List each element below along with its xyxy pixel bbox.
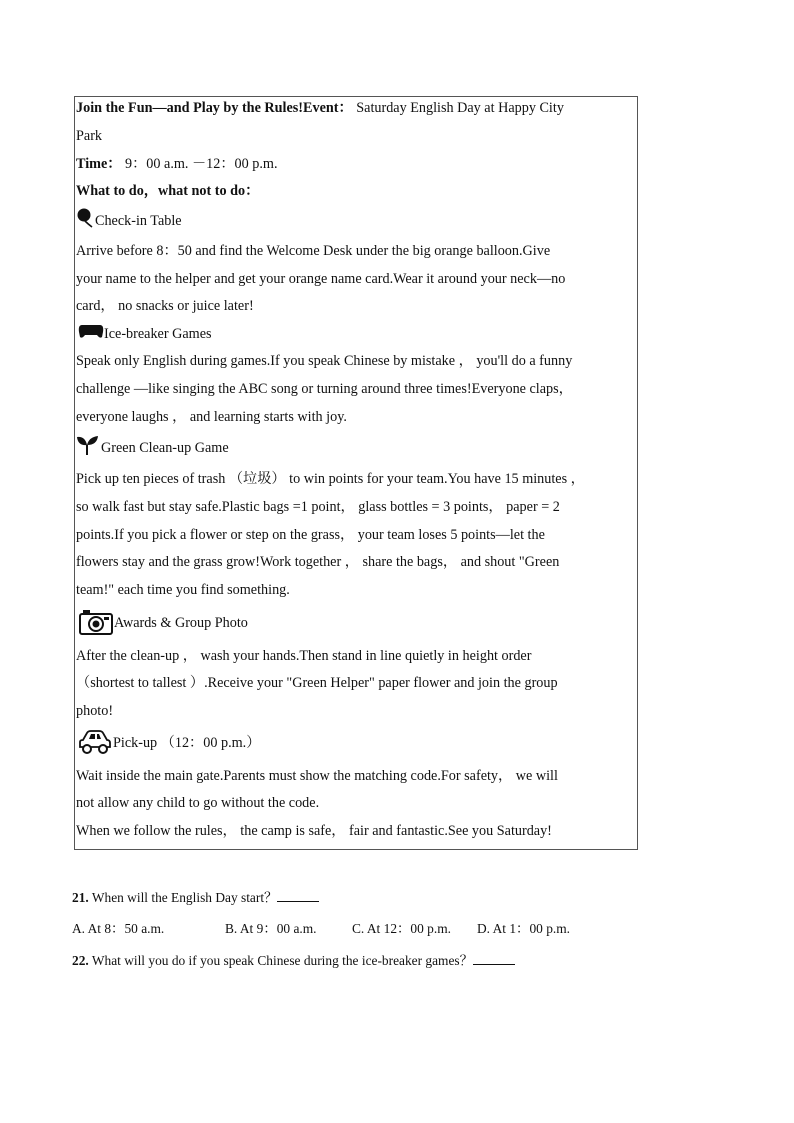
question-text: When will the English Day start？: [88, 890, 278, 905]
paragraph-line: （shortest to tallest ）.Receive your "Green Helper" paper flower and join the group: [76, 675, 558, 691]
camera-icon: [79, 609, 113, 635]
time-line: [76, 155, 278, 173]
title-bold: Join the Fun—and Play by the Rules!Event：: [76, 100, 353, 116]
section-heading-clean-up: Green Clean-up Game: [101, 440, 229, 456]
question-number: 22.: [72, 953, 89, 968]
paragraph-line: team!" each time you find something.: [76, 582, 290, 598]
notice-title-line2: Park: [76, 128, 103, 144]
section-heading-pick-up: Pick-up （12：00 p.m.）: [113, 735, 261, 751]
option-a[interactable]: A. At 8：50 a.m.: [72, 921, 165, 936]
notice-title: [76, 99, 564, 117]
what-to-do-heading: What to do，what not to do：: [76, 183, 260, 199]
paragraph-line: card， no snacks or juice later!: [76, 298, 254, 314]
question-22: [72, 952, 515, 970]
paragraph-line: everyone laughs ， and learning starts with joy.: [76, 409, 347, 425]
paragraph-line: After the clean-up ， wash your hands.Then stand in line quietly in height order: [76, 648, 532, 664]
question-21: [72, 889, 319, 907]
paragraph-line: challenge —like singing the ABC song or turning around three times!Everyone claps，: [76, 381, 573, 397]
paragraph-line: Pick up ten pieces of trash （垃圾） to win points for your team.You have 15 minutes ，: [76, 471, 585, 487]
paragraph-line: points.If you pick a flower or step on the grass， your team loses 5 points—let the: [76, 527, 545, 543]
paragraph-line: your name to the helper and get your orange name card.Wear it around your neck—no: [76, 271, 566, 287]
car-icon: [78, 729, 112, 755]
question-text: What will you do if you speak Chinese during the ice-breaker games？: [88, 953, 474, 968]
paragraph-line: Wait inside the main gate.Parents must show the matching code.For safety， we will: [76, 768, 558, 784]
paragraph-line: Arrive before 8：50 and find the Welcome Desk under the big orange balloon.Give: [76, 243, 551, 259]
paragraph-line: Speak only English during games.If you speak Chinese by mistake ， you'll do a funny: [76, 353, 573, 369]
answer-blank[interactable]: [277, 889, 319, 902]
paragraph-line: photo!: [76, 703, 114, 719]
question-number: 21.: [72, 890, 89, 905]
time-label: Time：: [76, 156, 122, 172]
title-rest: Saturday English Day at Happy City: [352, 100, 564, 116]
paragraph-line: not allow any child to go without the code.: [76, 795, 320, 811]
time-value: 9：00 a.m. －12：00 p.m.: [121, 156, 278, 172]
gamepad-icon: [78, 323, 104, 339]
section-heading-ice-breaker: Ice-breaker Games: [104, 326, 212, 342]
paragraph-line: so walk fast but stay safe.Plastic bags =1 point， glass bottles = 3 points， paper = 2: [76, 499, 560, 515]
section-heading-awards: Awards & Group Photo: [114, 615, 248, 631]
option-b[interactable]: B. At 9：00 a.m.: [225, 921, 317, 936]
section-heading-check-in: Check-in Table: [95, 213, 182, 229]
balloon-icon: [76, 208, 94, 228]
option-c[interactable]: C. At 12：00 p.m.: [352, 921, 451, 936]
paragraph-line: When we follow the rules， the camp is safe， fair and fantastic.See you Saturday!: [76, 823, 552, 839]
sprout-icon: [76, 434, 100, 456]
paragraph-line: flowers stay and the grass grow!Work together ， share the bags， and shout "Green: [76, 554, 560, 570]
option-d[interactable]: D. At 1：00 p.m.: [477, 921, 570, 936]
answer-blank[interactable]: [473, 952, 515, 965]
